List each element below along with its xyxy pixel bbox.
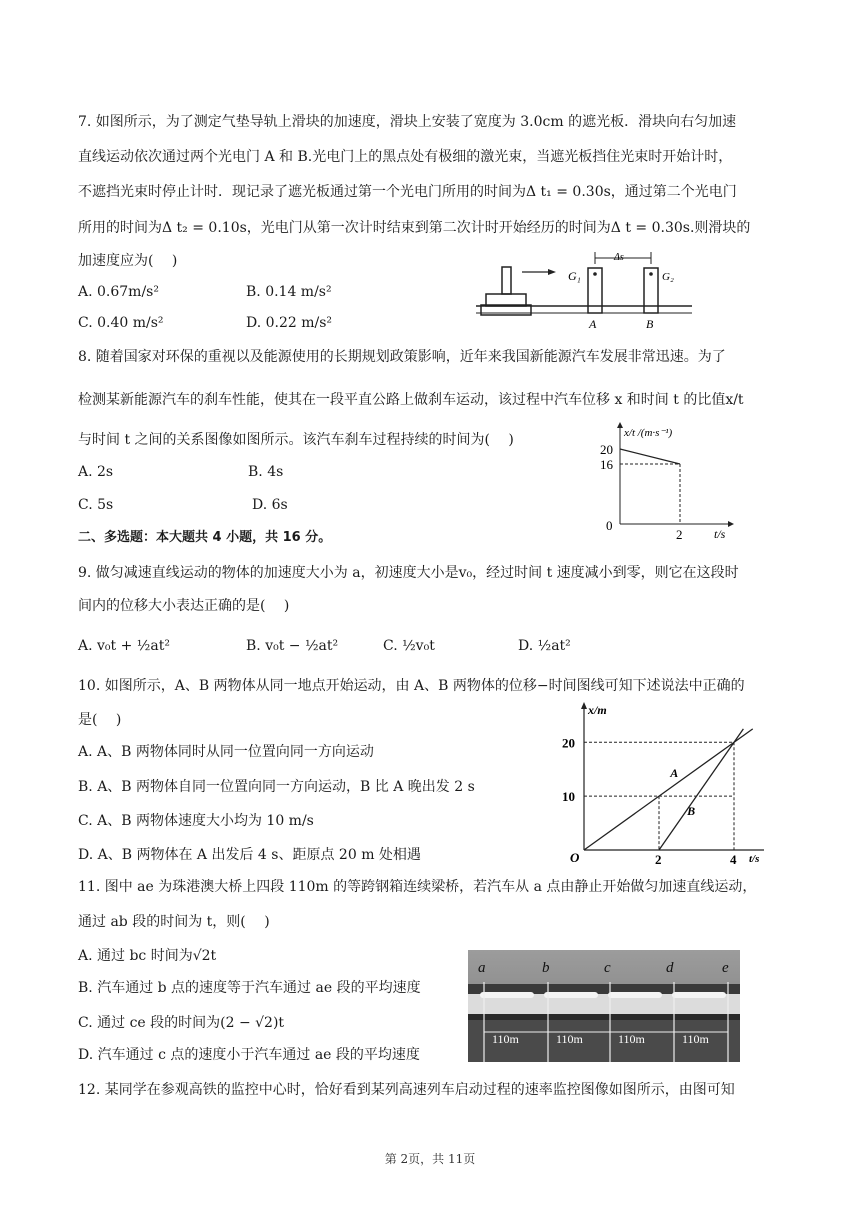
q10-option-c: C. A、B 两物体速度大小均为 10 m/s xyxy=(78,813,314,829)
q11-option-c: C. 通过 ce 段的时间为(2 − √2)t xyxy=(78,1015,285,1031)
page-footer: 第 2页，共 11页 xyxy=(384,1152,476,1166)
x-axis-label: t/s xyxy=(714,527,726,541)
q7-line-5: 加速度应为( ) xyxy=(78,253,178,269)
q9-option-d: D. ½at² xyxy=(518,638,571,654)
q10-chart xyxy=(556,700,770,868)
series-line-A xyxy=(584,729,753,850)
q7-line-1: 7. 如图所示，为了测定气垫导轨上滑块的加速度，滑块上安装了宽度为 3.0cm 的遮光板．滑块向右匀加速 xyxy=(78,114,737,130)
y-axis-arrow xyxy=(581,702,587,709)
q7-line-3: 不遮挡光束时停止计时．现记录了遮光板通过第一个光电门所用的时间为Δ t₁ = 0.30s，通过第二个光电门 xyxy=(78,184,737,200)
span-label-1: 110m xyxy=(492,1032,519,1046)
series-line xyxy=(620,449,680,464)
gate1-label: G₁ xyxy=(568,269,581,283)
section-heading: 二、多选题：本大题共 4 小题，共 16 分。 xyxy=(78,530,332,545)
air-track-figure xyxy=(476,250,692,332)
q9-option-c: C. ½v₀t xyxy=(383,638,435,654)
q8-option-d: D. 6s xyxy=(252,497,288,513)
point-d: d xyxy=(666,960,674,976)
y-tick-10: 10 xyxy=(562,789,575,805)
q10-option-d: D. A、B 两物体在 A 出发后 4 s、距原点 20 m 处相遇 xyxy=(78,847,421,863)
q9-line-1: 9. 做匀减速直线运动的物体的加速度大小为 a，初速度大小是v₀，经过时间 t 速度减小到零，则它在这段时 xyxy=(78,565,739,581)
point-e: e xyxy=(722,960,729,976)
y-axis-label: x/m xyxy=(588,703,607,717)
y-axis-arrow xyxy=(617,422,623,428)
point-b: b xyxy=(542,960,550,976)
q10-option-b: B. A、B 两物体自同一位置向同一方向运动，B 比 A 晚出发 2 s xyxy=(78,779,475,795)
q8-line-2: 检测某新能源汽车的刹车性能，使其在一段平直公路上做刹车运动，该过程中汽车位移 x 和时间 t 的比值x/t xyxy=(78,392,744,408)
q12-line-1: 12. 某同学在参观高铁的监控中心时，恰好看到某列高速列车启动过程的速率监控图像如图所示，由图可知 xyxy=(78,1082,735,1098)
q10-line-1: 10. 如图所示，A、B 两物体从同一地点开始运动，由 A、B 两物体的位移−时间图线可知下述说法中正确的 xyxy=(78,678,745,694)
q8-line-3: 与时间 t 之间的关系图像如图所示。该汽车刹车过程持续的时间为( ) xyxy=(78,432,514,448)
x-tick-2: 2 xyxy=(655,852,662,867)
q8-option-c: C. 5s xyxy=(78,497,114,513)
span-label-3: 110m xyxy=(618,1032,645,1046)
q8-line-1: 8. 随着国家对环保的重视以及能源使用的长期规划政策影响，近年来我国新能源汽车发展非常迅速。为了 xyxy=(78,349,726,365)
q10-option-a: A. A、B 两物体同时从同一位置向同一方向运动 xyxy=(78,744,374,760)
gate-b-label: B xyxy=(646,317,654,331)
q11-option-b: B. 汽车通过 b 点的速度等于汽车通过 ae 段的平均速度 xyxy=(78,980,421,996)
q7-line-2: 直线运动依次通过两个光电门 A 和 B.光电门上的黑点处有极细的激光束，当遮光板挡住光束时开始计时， xyxy=(78,149,733,165)
y-tick-20: 20 xyxy=(562,735,575,751)
point-a: a xyxy=(478,960,486,976)
q11-option-a: A. 通过 bc 时间为√2t xyxy=(78,948,217,964)
q9-option-a: A. v₀t + ½at² xyxy=(78,638,170,654)
q9-line-2: 间内的位移大小表达正确的是( ) xyxy=(78,598,290,614)
span-label-4: 110m xyxy=(682,1032,709,1046)
y-tick-20: 20 xyxy=(600,442,613,457)
q8-option-b: B. 4s xyxy=(248,464,284,480)
q7-line-4: 所用的时间为Δ t₂ = 0.10s，光电门从第一次计时结束到第二次计时开始经历的时间为Δ t = 0.30s.则滑块的 xyxy=(78,220,751,236)
x-axis-arrow xyxy=(728,521,734,527)
q9-option-b: B. v₀t − ½at² xyxy=(246,638,339,654)
y-tick-0: 0 xyxy=(606,518,613,533)
bridge-figure xyxy=(468,950,740,1062)
series-label-B: B xyxy=(687,804,696,818)
x-tick-4: 4 xyxy=(730,852,737,867)
x-axis-label: t/s xyxy=(749,853,760,865)
y-tick-16: 16 xyxy=(600,457,613,472)
q11-line-2: 通过 ab 段的时间为 t，则( ) xyxy=(78,914,270,930)
span-label-2: 110m xyxy=(556,1032,583,1046)
x-tick-O: O xyxy=(570,850,580,865)
q7-option-d: D. 0.22 m/s² xyxy=(246,315,333,331)
y-axis-label: x/t /(m·s⁻¹) xyxy=(624,427,673,439)
q11-option-d: D. 汽车通过 c 点的速度小于汽车通过 ae 段的平均速度 xyxy=(78,1047,420,1063)
series-line-B xyxy=(659,729,743,850)
q8-option-a: A. 2s xyxy=(78,464,114,480)
gate2-label: G₂ xyxy=(662,271,674,283)
q7-option-c: C. 0.40 m/s² xyxy=(78,315,164,331)
q11-line-1: 11. 图中 ae 为珠港澳大桥上四段 110m 的等跨钢箱连续梁桥，若汽车从 a 点由静止开始做匀加速直线运动， xyxy=(78,879,757,895)
gap-label: Δs xyxy=(614,252,624,263)
gate-a-label: A xyxy=(589,317,597,331)
q8-chart xyxy=(592,420,742,542)
series-label-A: A xyxy=(670,765,679,780)
q10-line-2: 是( ) xyxy=(78,712,122,728)
point-c: c xyxy=(604,960,611,976)
x-tick-2: 2 xyxy=(676,527,683,542)
q7-option-a: A. 0.67m/s² xyxy=(78,284,159,300)
q7-option-b: B. 0.14 m/s² xyxy=(246,284,332,300)
